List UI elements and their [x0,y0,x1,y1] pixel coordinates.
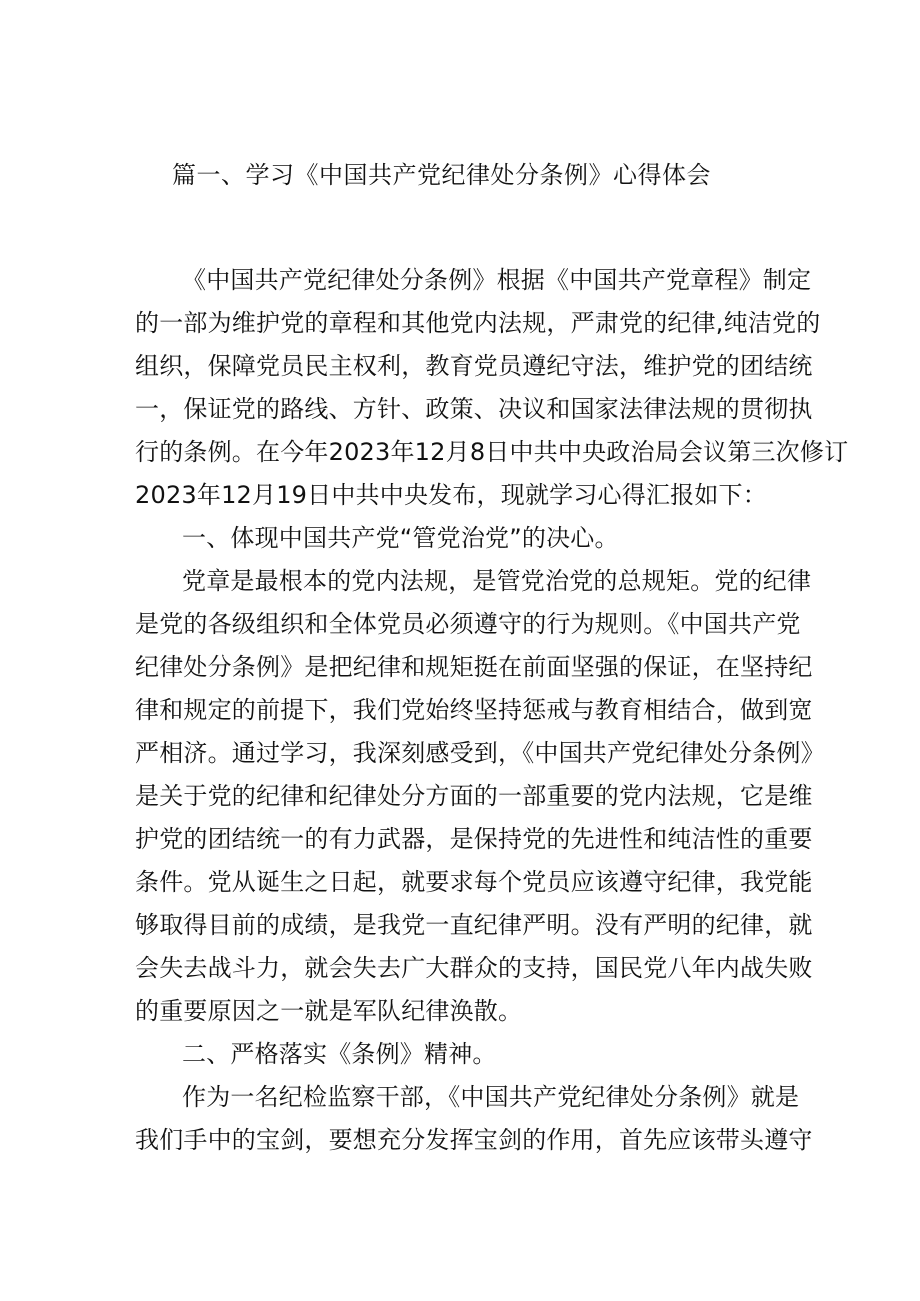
paragraph-line-6: 2023年12月19日中共中央发布，现就学习心得汇报如下： [135,481,767,509]
paragraph-line-16: 会失去战斗力，就会失去广大群众的支持，国民党八年内战失败 [135,954,813,982]
paragraph-line-11: 严相济。通过学习，我深刻感受到，《中国共产党纪律处分条例》 [135,739,825,767]
paragraph-line-7: 党章是最根本的党内法规，是管党治党的总规矩。党的纪律 [182,567,812,595]
section-heading-1: 一、体现中国共产党“管党治党”的决心。 [182,524,619,552]
paragraph-line-19: 我们手中的宝剑，要想充分发挥宝剑的作用，首先应该带头遵守 [135,1126,813,1154]
paragraph-line-9: 纪律处分条例》是把纪律和规矩挺在前面坚强的保证，在坚持纪 [135,653,813,681]
paragraph-line-3: 组织，保障党员民主权利，教育党员遵纪守法，维护党的团结统 [135,352,813,380]
paragraph-line-13: 护党的团结统一的有力武器，是保持党的先进性和纯洁性的重要 [135,825,813,853]
paragraph-line-12: 是关于党的纪律和纪律处分方面的一部重要的党内法规，它是维 [135,782,813,810]
paragraph-line-15: 够取得目前的成绩，是我党一直纪律严明。没有严明的纪律，就 [135,911,813,939]
paragraph-line-4: 一，保证党的路线、方针、政策、决议和国家法律法规的贯彻执 [135,395,813,423]
document-title: 篇一、学习《中国共产党纪律处分条例》心得体会 [172,161,711,189]
paragraph-line-8: 是党的各级组织和全体党员必须遵守的行为规则。《中国共产党 [135,610,801,638]
paragraph-line-17: 的重要原因之一就是军队纪律涣散。 [135,997,523,1025]
paragraph-line-5: 行的条例。在今年2023年12月8日中共中央政治局会议第三次修订 [135,438,849,466]
paragraph-line-2: 的一部为维护党的章程和其他党内法规，严肃党的纪律,纯洁党的 [135,309,821,337]
section-heading-2: 二、严格落实《条例》精神。 [182,1040,497,1068]
paragraph-line-18: 作为一名纪检监察干部，《中国共产党纪律处分条例》就是 [182,1083,800,1111]
paragraph-line-14: 条件。党从诞生之日起，就要求每个党员应该遵守纪律，我党能 [135,868,813,896]
paragraph-line-1: 《中国共产党纪律处分条例》根据《中国共产党章程》制定 [182,266,812,294]
paragraph-line-10: 律和规定的前提下，我们党始终坚持惩戒与教育相结合，做到宽 [135,696,813,724]
